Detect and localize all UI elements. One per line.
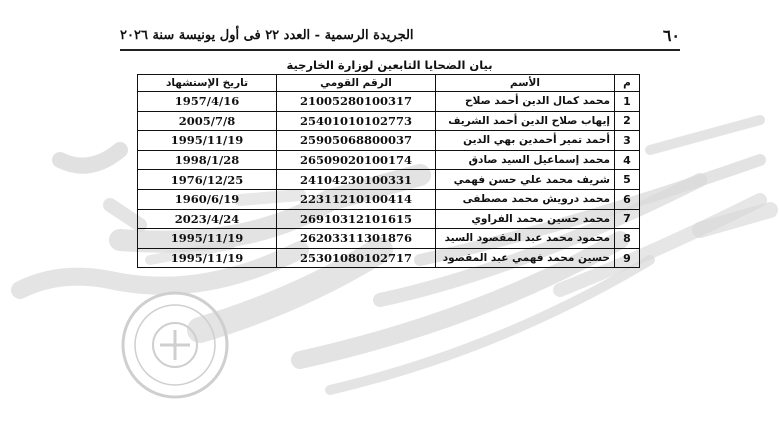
row-name: أحمد تمير أحمدين بهي الدين: [436, 131, 615, 151]
table-row: [138, 170, 640, 190]
row-national-id: 25905068800037: [277, 131, 436, 151]
row-national-id: 26910312101615: [277, 209, 436, 229]
row-index: 2: [615, 111, 640, 131]
table-row: [138, 248, 640, 268]
row-national-id: 21005280100317: [277, 92, 436, 112]
table-row: [138, 131, 640, 151]
row-date: 1995/11/19: [138, 229, 277, 249]
row-name: محمد إسماعيل السيد صادق: [436, 150, 615, 170]
row-date: 1995/11/19: [138, 248, 277, 268]
table-row: [138, 111, 640, 131]
row-national-id: 24104230100331: [277, 170, 436, 190]
row-name: حسين محمد فهمي عبد المقصود: [436, 248, 615, 268]
row-index: 3: [615, 131, 640, 151]
row-index: 9: [615, 248, 640, 268]
column-header-index: م: [615, 75, 640, 92]
row-index: 7: [615, 209, 640, 229]
column-header-date: تاريخ الإستشهاد: [138, 75, 277, 92]
column-header-name: الأسم: [436, 75, 615, 92]
table-header-row: [138, 75, 640, 92]
row-date: 1957/4/16: [138, 92, 277, 112]
row-national-id: 22311210100414: [277, 189, 436, 209]
row-date: 1976/12/25: [138, 170, 277, 190]
row-name: محمد حسين محمد الفراوي: [436, 209, 615, 229]
column-header-national-id: الرقم القومي: [277, 75, 436, 92]
row-national-id: 25301080102717: [277, 248, 436, 268]
row-date: 2005/7/8: [138, 111, 277, 131]
row-index: 1: [615, 92, 640, 112]
row-name: محمد كمال الدين أحمد صلاح: [436, 92, 615, 112]
row-national-id: 25401010102773: [277, 111, 436, 131]
row-national-id: 26509020100174: [277, 150, 436, 170]
row-index: 8: [615, 229, 640, 249]
row-name: إيهاب صلاح الدين أحمد الشريف: [436, 111, 615, 131]
seal-emblem: [123, 293, 227, 397]
table-row: [138, 209, 640, 229]
row-index: 4: [615, 150, 640, 170]
row-index: 5: [615, 170, 640, 190]
row-name: محمود محمد عبد المقصود السيد: [436, 229, 615, 249]
table-row: [138, 92, 640, 112]
table-title: بيان الضحايا التابعين لوزارة الخارجية: [286, 58, 493, 72]
row-name: شريف محمد علي حسن فهمي: [436, 170, 615, 190]
row-date: 1998/1/28: [138, 150, 277, 170]
page-header: [120, 22, 680, 48]
gazette-title: الجريدة الرسمية - العدد ٢٢ فى أول يونيسة سنة ٢٠٢٦: [120, 27, 414, 43]
row-date: 2023/4/24: [138, 209, 277, 229]
header-divider: [120, 49, 680, 51]
row-date: 1995/11/19: [138, 131, 277, 151]
page-number: ٦٠: [662, 25, 680, 45]
row-name: محمد درويش محمد مصطفى: [436, 189, 615, 209]
table-row: [138, 150, 640, 170]
row-index: 6: [615, 189, 640, 209]
row-national-id: 26203311301876: [277, 229, 436, 249]
table-row: [138, 229, 640, 249]
row-date: 1960/6/19: [138, 189, 277, 209]
victims-table: [137, 74, 640, 268]
table-row: [138, 189, 640, 209]
